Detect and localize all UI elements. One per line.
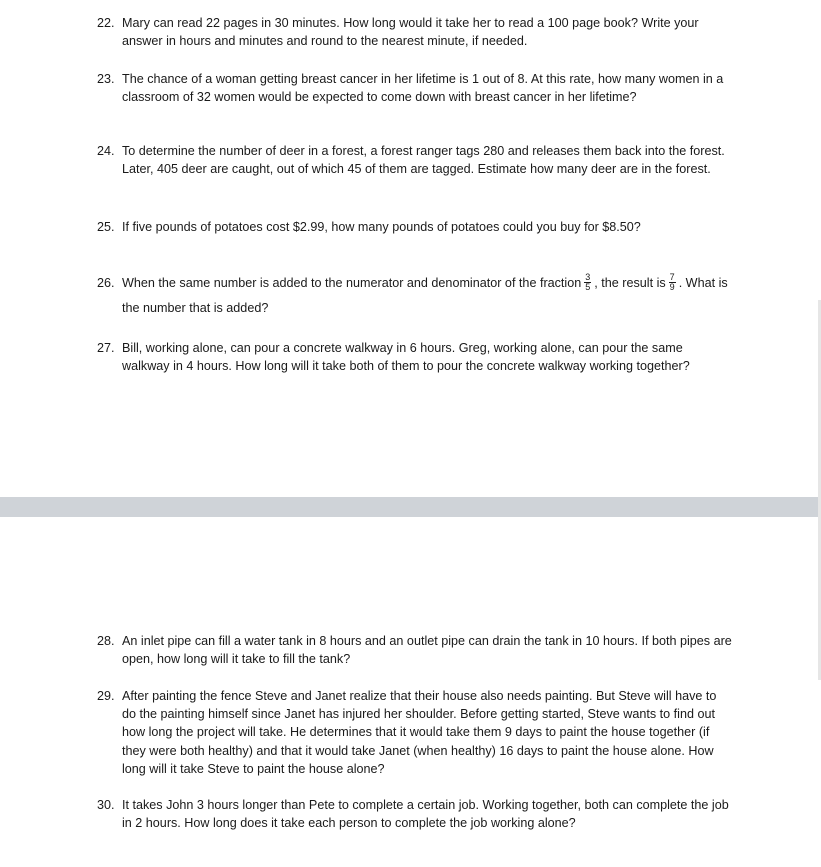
fraction-denominator: 5 — [585, 282, 591, 293]
fraction-numerator: 7 — [669, 272, 675, 283]
question-number: 24. — [97, 144, 115, 158]
question-text: To determine the number of deer in a forest, a forest ranger tags 280 and releases them back into the forest. Later, 405 deer are caught, out of which 45 of them are tagged. Estimate how many deer are in the forest. — [122, 144, 725, 177]
question-text: It takes John 3 hours longer than Pete to complete a certain job. Working together, both can complete the job in 2 hours. How long does it take each person to complete the job working alone? — [122, 798, 729, 831]
fraction-denominator: 9 — [669, 282, 675, 293]
question-text: The chance of a woman getting breast cancer in her lifetime is 1 out of 8. At this rate, how many women in a classroom of 32 women would be expected to come down with breast cancer in her lifetime? — [122, 72, 724, 105]
question-number: 27. — [97, 341, 115, 355]
question-text: An inlet pipe can fill a water tank in 8 hours and an outlet pipe can drain the tank in 10 hours. If both pipes are open, how long will it take to fill the tank? — [122, 634, 732, 667]
fraction-three-fifths — [584, 273, 591, 292]
question-number: 30. — [97, 798, 115, 812]
question-number: 25. — [97, 220, 115, 234]
question-number: 22. — [97, 16, 115, 30]
question-text: Bill, working alone, can pour a concrete walkway in 6 hours. Greg, working alone, can pour the same walkway in 4 hours. How long will it take both of them to pour the concrete walkway working together? — [122, 341, 690, 374]
question-23 — [97, 70, 733, 106]
question-24 — [97, 142, 733, 178]
question-number: 23. — [97, 72, 115, 86]
question-text-part: , the result is — [594, 276, 666, 290]
question-29 — [97, 687, 733, 778]
question-text: If five pounds of potatoes cost $2.99, how many pounds of potatoes could you buy for $8.50? — [122, 220, 641, 234]
fraction-seven-ninths — [669, 273, 676, 292]
question-30 — [97, 796, 733, 832]
question-number: 28. — [97, 634, 115, 648]
document-page-bottom — [0, 517, 821, 867]
fraction-numerator: 3 — [585, 272, 591, 283]
question-number: 29. — [97, 689, 115, 703]
question-text — [122, 271, 733, 320]
question-22 — [97, 14, 733, 50]
question-text: After painting the fence Steve and Janet realize that their house also needs painting. But Steve will have to do the painting himself since Janet has injured her shoulder. Before getting started, Steve wants to find out how long the project will take. He determines that it would take them 9 days to paint the house together (if they were both healthy) and that it would take Janet (when healthy) 16 days to paint the house alone. How long will it take Steve to paint the house alone? — [122, 689, 717, 776]
question-28 — [97, 632, 733, 668]
question-27 — [97, 339, 733, 375]
question-text: Mary can read 22 pages in 30 minutes. How long would it take her to read a 100 page book? Write your answer in hours and minutes and round to the nearest minute, if needed. — [122, 16, 699, 49]
question-text-part: . What is the number that is added? — [122, 276, 728, 315]
question-26 — [97, 271, 733, 320]
question-25 — [97, 218, 733, 236]
question-number: 26. — [97, 276, 115, 290]
question-text-part: When the same number is added to the numerator and denominator of the fraction — [122, 276, 582, 290]
page-break — [0, 497, 821, 517]
